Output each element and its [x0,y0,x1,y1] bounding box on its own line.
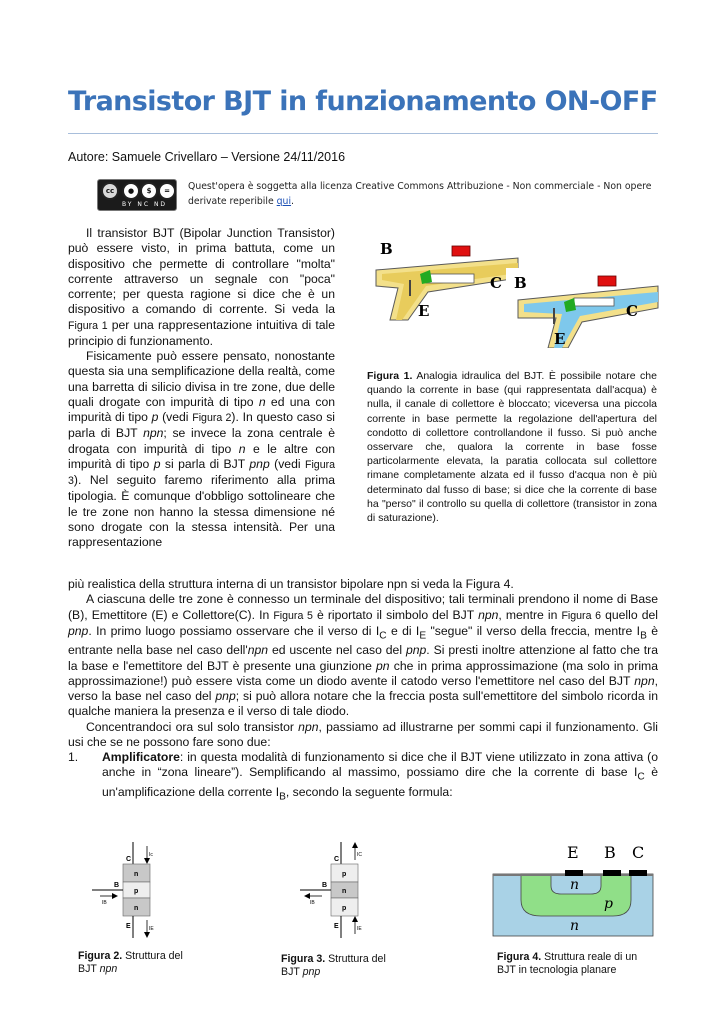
fig3-current-e: IE [357,926,362,932]
figure3-pnp-structure [290,840,390,944]
figure2-caption-label: Figura 2. [78,950,123,962]
p2-e: ; se invece la zona centrale è drogata con impurità di tipo [68,426,335,456]
p1-text-a: Il transistor BJT (Bipolar Junction Transistor) può essere visto, in prima battuta, come un dispositivo che permette di controllare "molta" corrente attraverso un segnale con "poca" corrente; per questa ragione si dice che è un dispositivo a comando di corrente. Si veda la [68,226,335,317]
sub-c: C [379,630,387,642]
p3-c: , mentre in [498,607,562,622]
p2-p1: p [151,410,159,424]
figure2-caption-type: npn [99,963,118,976]
fig2-zone-bot: n [134,905,139,912]
fig2-current-b: IB [102,900,107,906]
main-text [68,577,658,805]
intro-column [68,226,335,550]
sub-e: E [419,630,427,642]
fig1-label-b: B [380,240,393,258]
fig3-current-b: IB [310,900,315,906]
p2-n1: n [258,394,266,409]
paragraph-terminals [68,592,658,719]
figure2-npn-structure [82,840,182,944]
p3-pnp: pnp [68,623,89,638]
badge-words: BY NC ND [122,201,168,208]
list-number: 1. [68,750,79,765]
p3-i: ed uscente nel caso del [268,643,406,658]
p2-a: Fisicamente può essere pensato, nonostante questa sia una semplificazione della realtà, come una barretta di silicio divisa in tre zone, due delle quali drogate con impurità di tipo [68,349,335,409]
figure4-caption [497,951,657,977]
p3-h: è entrante nella base nel caso dell' [68,623,658,658]
p2-f: e le altre con impurità di tipo [68,441,335,471]
fig4-term-e: E [567,843,579,862]
p2-npn: npn [143,426,164,441]
figure3-caption [281,953,391,979]
paragraph-intro [68,226,335,349]
fig-ref: Figura 1 [68,319,108,332]
fig3-term-b: B [322,882,328,889]
sub-b: B [640,630,647,642]
fig1b-label-e: E [554,330,566,348]
p2-pnp: pnp [249,456,270,471]
l1-a: : in questa modalità di funzionamento si dice che il BJT viene utilizzato in zona attiva (o anche in “zona lineare”). Semplificando al massimo, possiamo dire che la corrente di base I [102,750,658,780]
license-text: Quest'opera è soggetta alla licenza Creative Commons Attribuzione - Non commerciale - Non opere derivate reperibile [188,181,652,207]
paragraph-operation [68,720,658,751]
l1-c: , secondo la seguente formula: [285,785,453,800]
fig4-zone-base: p [604,896,613,912]
sub-b: B [279,791,286,803]
figure1-hydraulic-analogy [368,236,660,348]
p4-a: Concentrandoci ora sul solo transistor [86,719,299,734]
author-line: Autore: Samuele Crivellaro – Versione 24/11/2016 [68,150,346,164]
fig2-term-c: C [126,856,132,863]
fig2-term-b: B [114,882,120,889]
p2-p2: p [153,456,161,471]
fig3-term-e: E [334,923,339,930]
figure4-planar-bjt [491,840,657,940]
fig-ref: Figura 6 [561,609,602,622]
paragraph-physical [68,349,335,550]
person-icon: ● [122,182,140,200]
p3-e: . In primo luogo possiamo osservare che il verso di I [88,623,380,638]
fig2-current-c: Ic [149,852,153,858]
fig3-zone-top: p [342,871,347,878]
p3-m: ; si può allora notare che la freccia posta sull'emettitore del simbolo ricorda in qualche maniera la presenza e il verso di tale diodo. [68,689,658,719]
cc-logo-icon: cc [101,182,119,200]
p1-text-b: per una rappresentazione intuitiva di tale principio di funzionamento. [68,317,335,348]
fig4-term-c: C [632,843,645,862]
list-item-amplifier [68,750,658,805]
sub-c: C [637,771,645,783]
p3-j: . Si presti inoltre attenzione al fatto che tra la base e l'emettitore del BJT è presente una giunzione [68,643,659,673]
fig1-label-c: C [490,274,502,292]
fig-ref: Figura 5 [273,609,313,622]
p2-h: (vedi [269,456,305,471]
p3-npn: npn [478,607,499,622]
figure4-caption-label: Figura 4. [497,951,542,963]
p3-f: e di I [386,623,420,638]
fig2-current-e: IE [149,926,154,932]
p2-c: (vedi [158,410,193,424]
figure1-caption [367,369,657,525]
p3-npn2: npn [247,643,269,658]
figure1-caption-label: Figura 1. [367,370,413,382]
p3-k: che in prima approssimazione (ma solo in prima approssimazione!) può essere vista come un diodo avente il catodo verso l'emettitore nel caso del BJT [68,658,658,688]
figure2-caption-text: Struttura del BJT [78,950,183,976]
list-term: Amplificatore [102,750,180,765]
fig1b-label-b: B [514,274,527,292]
license-link[interactable]: qui [276,195,292,207]
figure3-caption-label: Figura 3. [281,953,326,965]
fig1b-label-c: C [626,302,638,320]
p3-pnp2: pnp [405,643,427,658]
fig-ref: Figura 2 [192,412,232,424]
p2-d: ). In questo caso si parla di BJT [68,410,335,441]
figure3-caption-type: pnp [302,966,321,979]
l1-b: è un'amplificazione della corrente I [102,765,658,800]
paragraph-structure-continued: più realistica della struttura interna di un transistor bipolare npn si veda la Figura 4. [68,577,514,591]
document-title: Transistor BJT in funzionamento ON-OFF [68,86,658,117]
fig3-current-c: IC [357,852,362,858]
fig4-collector-contact [629,870,647,876]
figure1-caption-text: Analogia idraulica del BJT. È possibile notare che quando la corrente in base (qui rappresentata dall'acqua) è nulla, il canale di collettore è bloccato; viceversa una piccola corrente in base permette la regolazione dell'apertura del condotto di collettore controllandone il fusso. Si può anche osservare che, qualora la corrente in base fosse particolarmente elevata, la paratia collocata sul collettore rimane completamente alzata ed il fusso d'acqua non è più determinato dal fusso di base; si dice che la corrente di base ha "perso" il controllo su quella di collettore (transistor in zona di saturazione). [367,370,657,525]
fig1-label-e: E [418,302,430,320]
fig-ref: Figura 3 [68,458,336,487]
no-money-icon: $ [140,182,158,200]
cc-license-badge-icon[interactable] [97,179,177,211]
p3-d: quello del [601,607,658,622]
p2-i: ). Nel seguito faremo riferimento alla prima tipologia. È comunque d'obbligo sottolineare che le tre zone non hanno la stessa dimensione né sono drogate con la stessa intensità. Per una rappresentazione [68,473,335,549]
p3-pnp3: pnp [215,689,236,704]
fig1-panel-closed [368,236,518,320]
p4-npn: npn [298,719,319,734]
p3-b: è riportato il simbolo del BJT [312,607,479,622]
license-end: . [291,195,295,207]
p2-n2: n [238,441,246,456]
figure3-caption-text: Struttura del BJT [281,953,386,979]
fig4-zone-emitter: n [570,877,580,893]
license-notice [188,180,658,209]
figure2-caption [78,950,186,976]
fig4-zone-collector: n [570,918,580,934]
p2-g: si parla di BJT [160,456,250,471]
p2-b: ed una con impurità di tipo [68,394,335,424]
p3-a: A ciascuna delle tre zone è connesso un terminale del dispositivo; tali terminali prendono il nome di Base (B), Emettitore (E) e Collettore(C). In [68,592,658,622]
p3-g: "segue" il verso della freccia, mentre I [426,623,641,638]
title-divider [68,133,658,134]
p3-npn3: npn [634,673,655,688]
fig4-term-b: B [604,843,616,862]
equals-icon: = [158,182,176,200]
p3-l: , verso la base nel caso del [68,673,658,704]
fig3-zone-mid: n [342,888,347,895]
fig4-base-contact [603,870,621,876]
fig2-zone-mid: p [134,888,139,895]
fig4-emitter-contact [565,870,583,876]
fig3-zone-bot: p [342,905,347,912]
p4-b: , passiamo ad illustrarne per sommi capi il funzionamento. Gli usi che se ne possono fare sono due: [68,719,658,749]
figure4-caption-text: Struttura reale di un BJT in tecnologia planare [497,951,638,977]
fig3-term-c: C [334,856,340,863]
fig2-zone-top: n [134,871,139,878]
fig1-panel-open [506,268,660,348]
fig2-term-e: E [126,923,131,930]
p3-pn: pn [376,658,390,673]
